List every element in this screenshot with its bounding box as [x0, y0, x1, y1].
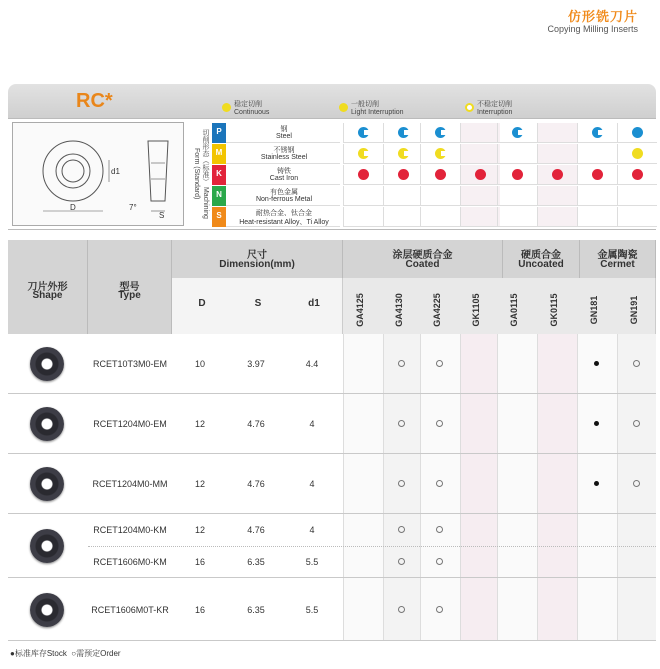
full-circle-icon: [435, 169, 446, 180]
insert-diagram: [13, 123, 183, 225]
order-circle-icon: [436, 420, 443, 427]
machining-form-label: 切削形态（标准） Machining Form (Standard): [193, 129, 209, 219]
material-code: M: [212, 144, 226, 164]
label-D: D: [70, 203, 76, 212]
material-grade-cell: [383, 207, 423, 227]
full-circle-icon: [222, 103, 231, 112]
material-grade-cell: [383, 123, 423, 143]
dimension-header: 尺寸 Dimension(mm): [172, 240, 343, 278]
material-grade-cell: [617, 207, 657, 227]
material-grade-cell: [577, 165, 617, 185]
material-row-S: [212, 207, 340, 227]
dim-S-cell: 6.35: [247, 604, 265, 615]
cross-circle-icon: [465, 103, 474, 112]
material-en: Non-ferrous Metal: [255, 196, 313, 203]
material-grade-cell: [537, 186, 577, 206]
material-code: K: [212, 165, 226, 185]
material-cn: 不锈钢: [273, 147, 295, 154]
material-grade-cell: [420, 165, 460, 185]
material-grade-cell: [617, 186, 657, 206]
material-grade-cell: [497, 144, 537, 164]
order-circle-icon: [436, 526, 443, 533]
material-grade-cell: [420, 144, 460, 164]
dim-D-cell: 10: [194, 359, 205, 369]
order-circle-icon: [436, 606, 443, 613]
type-cell: RCET1204M0-EM: [93, 419, 167, 429]
material-en: Heat-resistant Alloy、Ti Alloy: [239, 219, 329, 226]
material-code: N: [212, 186, 226, 206]
dim-d1-cell: 4: [309, 479, 315, 489]
type-cell: RCET1606M0-KM: [93, 557, 167, 567]
material-grade-cell: [460, 186, 500, 206]
footer-legend: ●标准库存Stock ○需预定Order: [10, 649, 121, 658]
material-grade-cell: [537, 123, 577, 143]
material-code: P: [212, 123, 226, 143]
label-d1: d1: [111, 167, 120, 176]
series-title: RC*: [76, 90, 113, 112]
material-grade-cell: [617, 144, 657, 164]
dim-S-cell: 3.97: [247, 359, 265, 369]
dim-d1-cell: 4: [309, 525, 315, 535]
material-cn: 有色金属: [270, 189, 298, 196]
full-circle-icon: [552, 169, 563, 180]
grade-GK0115: GK0115: [549, 293, 559, 327]
material-cn: 铸铁: [277, 168, 291, 175]
material-cn: 钢: [280, 126, 288, 133]
page-title-cn: 仿形铣刀片: [567, 9, 638, 24]
material-grade-cell: [497, 165, 537, 185]
material-row-M: [212, 144, 340, 164]
legend-light-interruption: 一般切削 Light Interruption: [351, 101, 404, 116]
dim-S-cell: 6.35: [247, 557, 265, 567]
order-circle-icon: [398, 480, 405, 487]
grade-GN191: GN191: [628, 295, 639, 325]
insert-shape-image: [30, 593, 64, 627]
label-angle: 7°: [129, 203, 137, 212]
material-grade-cell: [460, 123, 500, 143]
insert-shape-image: [30, 407, 64, 441]
material-grade-cell: [617, 123, 657, 143]
dim-d1-cell: 5.5: [305, 557, 319, 567]
grade-GN181: GN181: [589, 295, 599, 325]
material-grade-cell: [383, 144, 423, 164]
col-d1: d1: [308, 298, 320, 309]
material-grade-cell: [497, 123, 537, 143]
material-grade-cell: [577, 207, 617, 227]
stock-dot-icon: [594, 361, 599, 366]
row-divider: [88, 546, 656, 547]
type-header: 型号 Type: [88, 240, 172, 334]
order-circle-icon: [633, 480, 640, 487]
full-circle-icon: [632, 127, 643, 138]
open-circle-icon: [398, 127, 409, 138]
material-row-N: [212, 186, 340, 206]
insert-shape-image: [30, 529, 64, 563]
dim-D-cell: 16: [194, 557, 205, 567]
order-circle-icon: [398, 420, 405, 427]
stock-dot-icon: [594, 481, 599, 486]
order-circle-icon: [436, 480, 443, 487]
material-row-P: [212, 123, 340, 143]
open-circle-icon: [435, 127, 446, 138]
open-circle-icon: [512, 127, 523, 138]
material-grade-cell: [343, 186, 383, 206]
material-grade-cell: [460, 165, 500, 185]
material-grade-cell: [577, 186, 617, 206]
type-cell: RCET1606M0T-KR: [91, 604, 169, 615]
label-S: S: [159, 211, 165, 220]
stock-dot-icon: [594, 421, 599, 426]
dim-D-cell: 12: [194, 525, 205, 535]
grade-GA4130: GA4130: [393, 293, 404, 327]
material-en: Cast Iron: [269, 175, 299, 182]
grade-GA4125: GA4125: [355, 293, 365, 327]
legend-interruption: 不稳定切削 Interruption: [477, 101, 513, 116]
page-title-en: Copying Milling Inserts: [547, 24, 638, 34]
material-grade-cell: [537, 144, 577, 164]
full-circle-icon: [632, 148, 643, 159]
material-grade-cell: [383, 165, 423, 185]
legend-continuous: 稳定切削 Continuous: [234, 101, 270, 116]
order-circle-icon: [398, 558, 405, 565]
material-cn: 耐热合金、钛合金: [256, 210, 312, 217]
coated-header: 涂层硬质合金 Coated: [343, 240, 503, 278]
material-grade-cell: [497, 207, 537, 227]
order-circle-icon: [633, 360, 640, 367]
material-grade-cell: [577, 123, 617, 143]
material-grade-cell: [343, 123, 383, 143]
col-D: D: [198, 298, 206, 309]
open-circle-icon: [398, 148, 409, 159]
material-grade-cell: [343, 144, 383, 164]
insert-shape-image: [30, 347, 64, 381]
material-en: Steel: [276, 133, 292, 140]
type-cell: RCET10T3M0-EM: [92, 359, 167, 369]
dim-D-cell: 12: [194, 419, 205, 429]
dim-S-cell: 4.76: [247, 525, 265, 535]
dim-d1-cell: 5.5: [305, 604, 319, 615]
shape-header: 刀片外形 Shape: [8, 240, 88, 334]
grade-GA4225: GA4225: [432, 293, 442, 327]
material-en: Stainless Steel: [260, 154, 308, 161]
col-S: S: [254, 298, 262, 309]
full-circle-icon: [358, 169, 369, 180]
open-circle-icon: [435, 148, 446, 159]
material-code: S: [212, 207, 226, 227]
grade-GA0115: GA0115: [509, 293, 519, 327]
open-circle-icon: [339, 103, 348, 112]
open-circle-icon: [592, 127, 603, 138]
dim-D-cell: 16: [194, 604, 205, 615]
full-circle-icon: [475, 169, 486, 180]
order-circle-icon: [633, 420, 640, 427]
material-grade-cell: [537, 207, 577, 227]
insert-drawing: [12, 122, 184, 226]
uncoated-header: 硬质合金 Uncoated: [503, 240, 580, 278]
order-circle-icon: [398, 606, 405, 613]
material-grade-cell: [497, 186, 537, 206]
order-circle-icon: [398, 360, 405, 367]
material-grade-cell: [460, 207, 500, 227]
material-grade-cell: [460, 144, 500, 164]
type-cell: RCET1204M0-KM: [93, 525, 167, 535]
open-circle-icon: [358, 148, 369, 159]
dim-d1-cell: 4: [309, 419, 315, 429]
order-circle-icon: [398, 526, 405, 533]
material-grade-cell: [343, 165, 383, 185]
full-circle-icon: [592, 169, 603, 180]
dim-D-cell: 12: [194, 479, 205, 489]
open-circle-icon: [358, 127, 369, 138]
full-circle-icon: [512, 169, 523, 180]
material-grade-cell: [617, 165, 657, 185]
order-circle-icon: [436, 558, 443, 565]
dim-S-cell: 4.76: [247, 479, 265, 489]
material-grade-cell: [577, 144, 617, 164]
material-grade-cell: [537, 165, 577, 185]
dim-d1-cell: 4.4: [305, 359, 319, 369]
dim-S-cell: 4.76: [247, 419, 265, 429]
full-circle-icon: [632, 169, 643, 180]
material-row-K: [212, 165, 340, 185]
material-grade-cell: [420, 123, 460, 143]
insert-shape-image: [30, 467, 64, 501]
cermet-header: 金属陶瓷 Cermet: [580, 240, 656, 278]
material-grade-cell: [383, 186, 423, 206]
grade-GK1105: GK1105: [470, 293, 481, 327]
full-circle-icon: [398, 169, 409, 180]
material-grade-cell: [343, 207, 383, 227]
order-circle-icon: [436, 360, 443, 367]
material-grade-cell: [420, 207, 460, 227]
type-cell: RCET1204M0-MM: [92, 479, 168, 489]
material-grade-cell: [420, 186, 460, 206]
